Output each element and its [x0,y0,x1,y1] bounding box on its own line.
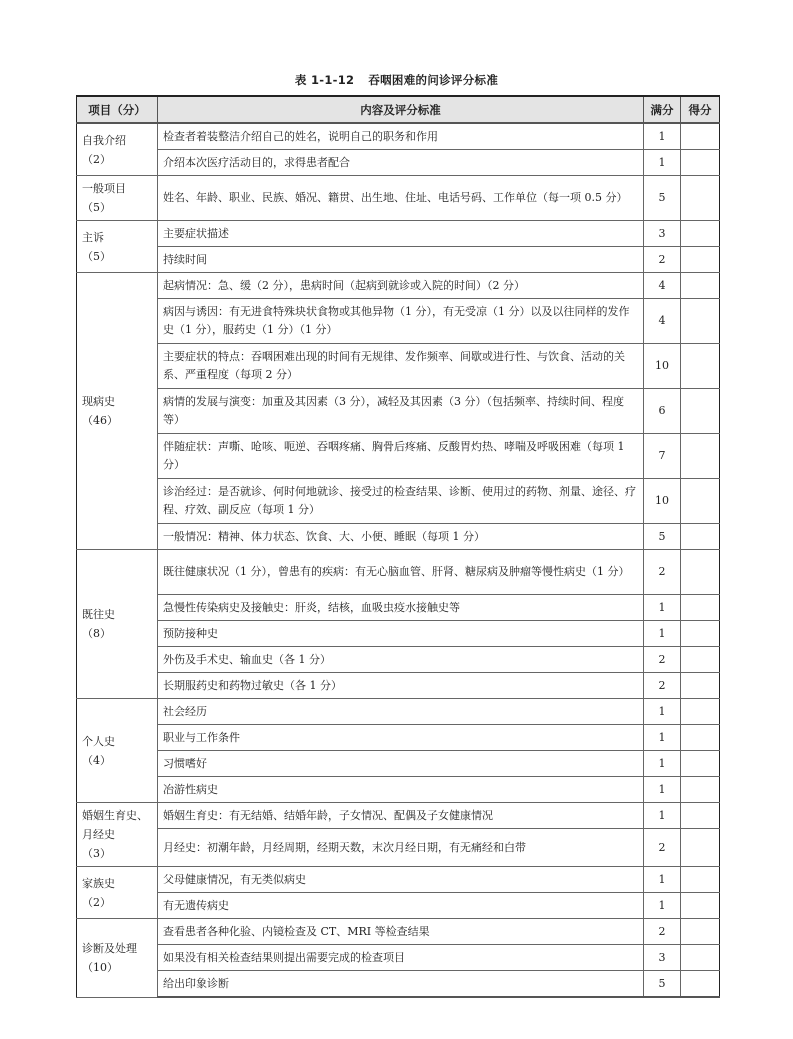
score-input-cell[interactable] [681,751,720,777]
category-points: （8） [82,627,111,640]
content-cell: 习惯嗜好 [158,751,644,777]
table-row [77,550,720,595]
content-cell: 诊治经过：是否就诊、何时何地就诊、接受过的检查结果、诊断、使用过的药物、剂量、途径、疗程、疗效、副反应（每项 1 分） [158,479,644,524]
category-points: （2） [82,152,111,166]
table-row [77,479,720,524]
category-points: （10） [82,960,118,974]
score-input-cell[interactable] [681,867,720,893]
score-input-cell[interactable] [681,273,720,299]
full-score-cell: 3 [644,221,681,247]
full-score-cell: 1 [644,621,681,647]
category-points: （4） [82,753,111,767]
score-input-cell[interactable] [681,803,720,829]
category-label: 主诉 [82,230,104,244]
table-row [77,803,720,829]
score-input-cell[interactable] [681,389,720,434]
full-score-cell: 2 [644,247,681,273]
full-score-cell: 7 [644,434,681,479]
score-input-cell[interactable] [681,919,720,945]
score-input-cell[interactable] [681,647,720,673]
full-score-cell: 2 [644,919,681,945]
table-row [77,699,720,725]
category-cell [77,699,158,803]
scoring-table [76,95,720,998]
table-title: 吞咽困难的问诊评分标准 [368,73,499,87]
content-cell: 冶游性病史 [158,777,644,803]
content-cell: 月经史：初潮年龄，月经周期，经期天数，末次月经日期，有无痛经和白带 [158,829,644,867]
table-row [77,221,720,247]
score-input-cell[interactable] [681,699,720,725]
content-cell: 主要症状描述 [158,221,644,247]
category-label: 现病史 [82,395,115,408]
score-input-cell[interactable] [681,550,720,595]
full-score-cell: 1 [644,867,681,893]
category-points: （3） [82,847,111,860]
category-cell [77,221,158,273]
score-input-cell[interactable] [681,344,720,389]
category-label: 一般项目 [82,182,126,195]
full-score-cell: 2 [644,550,681,595]
category-cell [77,273,158,550]
score-input-cell[interactable] [681,777,720,803]
header-obtained-score: 得分 [681,96,720,123]
category-label: 诊断及处理 [82,941,137,955]
score-input-cell[interactable] [681,725,720,751]
full-score-cell: 3 [644,945,681,971]
content-cell: 既往健康状况（1 分），曾患有的疾病：有无心脑血管、肝肾、糖尿病及肿瘤等慢性病史（1 分） [158,550,644,595]
full-score-cell: 4 [644,299,681,344]
content-cell: 病因与诱因：有无进食特殊块状食物或其他异物（1 分），有无受凉（1 分）以及以往同样的发作史（1 分），服药史（1 分）（1 分） [158,299,644,344]
category-cell [77,919,158,998]
full-score-cell: 2 [644,829,681,867]
content-cell: 伴随症状：声嘶、呛咳、呃逆、吞咽疼痛、胸骨后疼痛、反酸胃灼热、哮喘及呼吸困难（每项 1 分） [158,434,644,479]
header-row [77,96,720,123]
score-input-cell[interactable] [681,150,720,176]
category-points: （46） [82,414,118,427]
content-cell: 主要症状的特点：吞咽困难出现的时间有无规律、发作频率、间歇或进行性、与饮食、活动的关系、严重程度（每项 2 分） [158,344,644,389]
table-row [77,247,720,273]
table-row [77,919,720,945]
category-points: （2） [82,895,111,909]
score-input-cell[interactable] [681,621,720,647]
full-score-cell: 5 [644,176,681,221]
full-score-cell: 1 [644,595,681,621]
score-input-cell[interactable] [681,299,720,344]
table-row [77,344,720,389]
category-cell [77,123,158,176]
content-cell: 给出印象诊断 [158,971,644,998]
category-label: 既往史 [82,608,115,621]
content-cell: 婚姻生育史：有无结婚、结婚年龄，子女情况、配偶及子女健康情况 [158,803,644,829]
category-label: 婚姻生育史、月经史 [82,809,148,841]
table-row [77,971,720,998]
content-cell: 外伤及手术史、输血史（各 1 分） [158,647,644,673]
score-input-cell[interactable] [681,524,720,550]
table-row [77,273,720,299]
full-score-cell: 6 [644,389,681,434]
content-cell: 一般情况：精神、体力状态、饮食、大、小便、睡眠（每项 1 分） [158,524,644,550]
table-row [77,867,720,893]
content-cell: 急慢性传染病史及接触史：肝炎，结核，血吸虫疫水接触史等 [158,595,644,621]
content-cell: 父母健康情况，有无类似病史 [158,867,644,893]
table-row [77,595,720,621]
full-score-cell: 1 [644,751,681,777]
full-score-cell: 4 [644,273,681,299]
content-cell: 检查者着装整洁介绍自己的姓名，说明自己的职务和作用 [158,123,644,150]
full-score-cell: 5 [644,971,681,998]
table-row [77,945,720,971]
full-score-cell: 5 [644,524,681,550]
table-row [77,176,720,221]
content-cell: 持续时间 [158,247,644,273]
header-full-score: 满分 [644,96,681,123]
full-score-cell: 2 [644,673,681,699]
table-row [77,893,720,919]
category-points: （5） [82,249,111,263]
category-label: 自我介绍 [82,133,126,147]
score-input-cell[interactable] [681,434,720,479]
table-row [77,150,720,176]
content-cell: 社会经历 [158,699,644,725]
header-category: 项目（分） [77,96,158,123]
table-row [77,829,720,867]
full-score-cell: 1 [644,123,681,150]
score-input-cell[interactable] [681,893,720,919]
table-row [77,389,720,434]
score-input-cell[interactable] [681,479,720,524]
category-cell [77,550,158,699]
content-cell: 如果没有相关检查结果则提出需要完成的检查项目 [158,945,644,971]
category-label: 个人史 [82,734,115,748]
table-row [77,524,720,550]
full-score-cell: 1 [644,699,681,725]
category-cell [77,803,158,867]
header-content: 内容及评分标准 [158,96,644,123]
score-input-cell[interactable] [681,673,720,699]
score-input-cell[interactable] [681,123,720,150]
full-score-cell: 1 [644,150,681,176]
content-cell: 姓名、年龄、职业、民族、婚况、籍贯、出生地、住址、电话号码、工作单位（每一项 0.5 分） [158,176,644,221]
table-row [77,434,720,479]
table-row [77,647,720,673]
content-cell: 职业与工作条件 [158,725,644,751]
full-score-cell: 1 [644,725,681,751]
content-cell: 介绍本次医疗活动目的，求得患者配合 [158,150,644,176]
category-points: （5） [82,201,111,214]
score-input-cell[interactable] [681,595,720,621]
table-row [77,725,720,751]
category-cell [77,867,158,919]
score-input-cell[interactable] [681,176,720,221]
full-score-cell: 10 [644,479,681,524]
full-score-cell: 2 [644,647,681,673]
table-row [77,751,720,777]
full-score-cell: 1 [644,893,681,919]
table-row [77,299,720,344]
full-score-cell: 10 [644,344,681,389]
content-cell: 病情的发展与演变：加重及其因素（3 分），减轻及其因素（3 分）（包括频率、持续时间、程度等） [158,389,644,434]
content-cell: 长期服药史和药物过敏史（各 1 分） [158,673,644,699]
content-cell: 起病情况：急、缓（2 分），患病时间（起病到就诊或入院的时间）（2 分） [158,273,644,299]
content-cell: 预防接种史 [158,621,644,647]
table-row [77,621,720,647]
table-row [77,777,720,803]
table-number: 表 1-1-12 [294,73,355,87]
score-input-cell[interactable] [681,247,720,273]
content-cell: 有无遗传病史 [158,893,644,919]
score-input-cell[interactable] [681,829,720,867]
full-score-cell: 1 [644,803,681,829]
score-input-cell[interactable] [681,945,720,971]
content-cell: 查看患者各种化验、内镜检查及 CT、MRI 等检查结果 [158,919,644,945]
score-input-cell[interactable] [681,971,720,998]
table-row [77,673,720,699]
table-row [77,123,720,150]
category-label: 家族史 [82,876,115,890]
table-caption [0,72,793,88]
category-cell [77,176,158,221]
score-input-cell[interactable] [681,221,720,247]
full-score-cell: 1 [644,777,681,803]
